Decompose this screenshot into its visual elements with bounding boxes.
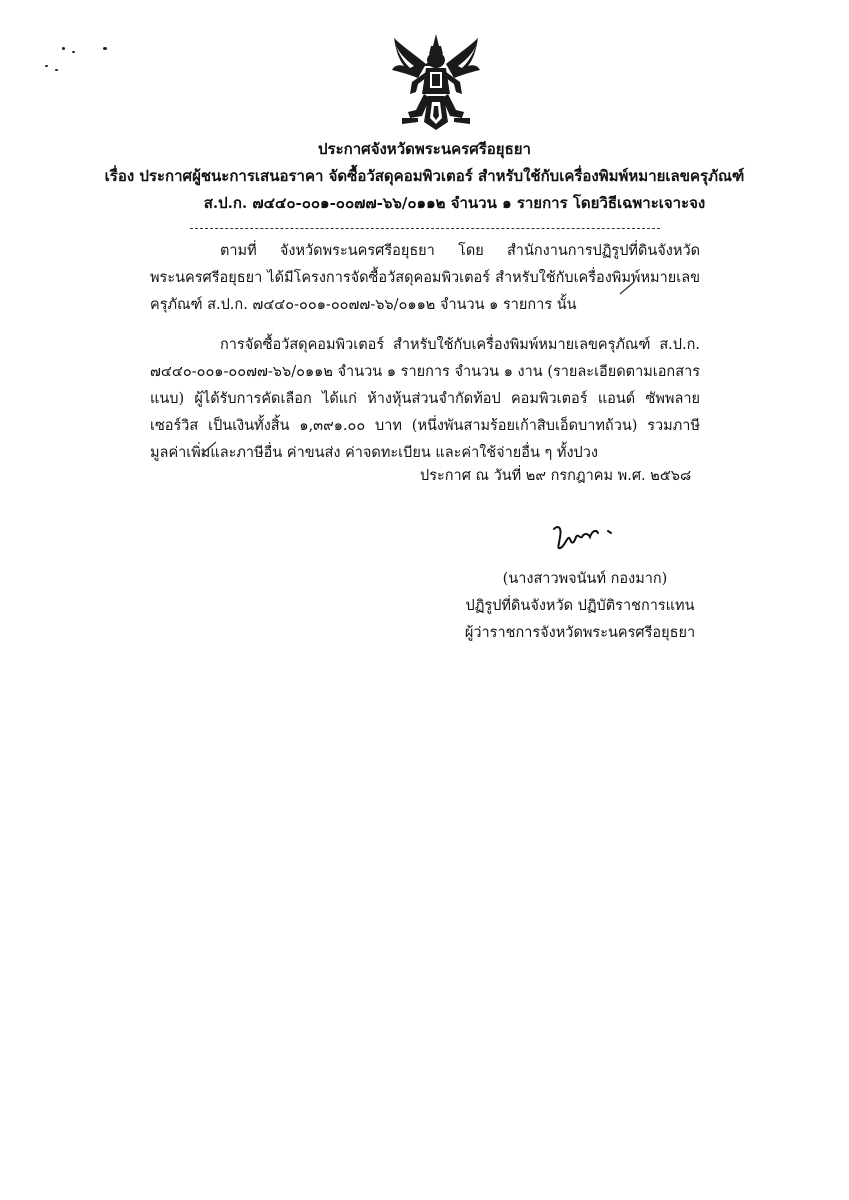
signer-position-governor: ผู้ว่าราชการจังหวัดพระนครศรีอยุธยา	[464, 625, 696, 641]
garuda-emblem-icon	[388, 32, 484, 132]
signer-name: (นางสาวพจนันท์ กองมาก)	[502, 571, 668, 587]
scan-speck	[103, 47, 107, 50]
body-paragraph-2: การจัดซื้อวัสดุคอมพิวเตอร์ สำหรับใช้กับเครื่องพิมพ์หมายเลขครุภัณฑ์ ส.ป.ก. ๗๔๔๐-๐๐๑-๐๐๗๗-๖๖/๐๑๑๒ จำนวน ๑ รายการ จำนวน ๑ งาน (รายละเอียดตามเอกสารแนบ) ผู้ได้รับการคัดเลือก ได้แก่ ห้างหุ้นส่วนจำกัดท้อป คอมพิวเตอร์ แอนด์ ซัพพลาย เซอร์วิส เป็นเงินทั้งสิ้น ๑,๓๙๑.๐๐ บาท (หนึ่งพันสามร้อยเก้าสิบเอ็ดบาทถ้วน) รวมภาษีมูลค่าเพิ่มและภาษีอื่น ค่าขนส่ง ค่าจดทะเบียน และค่าใช้จ่ายอื่น ๆ ทั้งปวง	[150, 337, 700, 461]
scan-speck	[45, 65, 48, 67]
scan-speck	[72, 51, 75, 53]
body-paragraph-1: ตามที่ จังหวัดพระนครศรีอยุธยา โดย สำนักงานการปฏิรูปที่ดินจังหวัดพระนครศรีอยุธยา ได้มีโครงการจัดซื้อวัสดุคอมพิวเตอร์ สำหรับใช้กับเครื่องพิมพ์หมายเลขครุภัณฑ์ ส.ป.ก. ๗๔๔๐-๐๐๑-๐๐๗๗-๖๖/๐๑๑๒ จำนวน ๑ รายการ นั้น	[150, 243, 700, 313]
scan-speck	[62, 47, 65, 50]
document-subject: เรื่อง ประกาศผู้ชนะการเสนอราคา จัดซื้อวัสดุคอมพิวเตอร์ สำหรับใช้กับเครื่องพิมพ์หมายเลขครุภัณฑ์	[104, 167, 745, 185]
header-divider	[190, 228, 660, 229]
scan-speck	[55, 69, 58, 71]
announcement-date: ประกาศ ณ วันที่ ๒๙ กรกฎาคม พ.ศ. ๒๕๖๘	[420, 468, 692, 484]
pen-check-mark	[618, 280, 638, 296]
handwritten-signature	[548, 515, 638, 560]
signer-position: ปฏิรูปที่ดินจังหวัด ปฏิบัติราชการแทน	[465, 598, 695, 614]
document-subject-continued: ส.ป.ก. ๗๔๔๐-๐๐๑-๐๐๗๗-๖๖/๐๑๑๒ จำนวน ๑ รายการ โดยวิธีเฉพาะเจาะจง	[203, 194, 706, 212]
pen-check-mark	[200, 440, 220, 456]
document-title: ประกาศจังหวัดพระนครศรีอยุธยา	[318, 140, 531, 158]
